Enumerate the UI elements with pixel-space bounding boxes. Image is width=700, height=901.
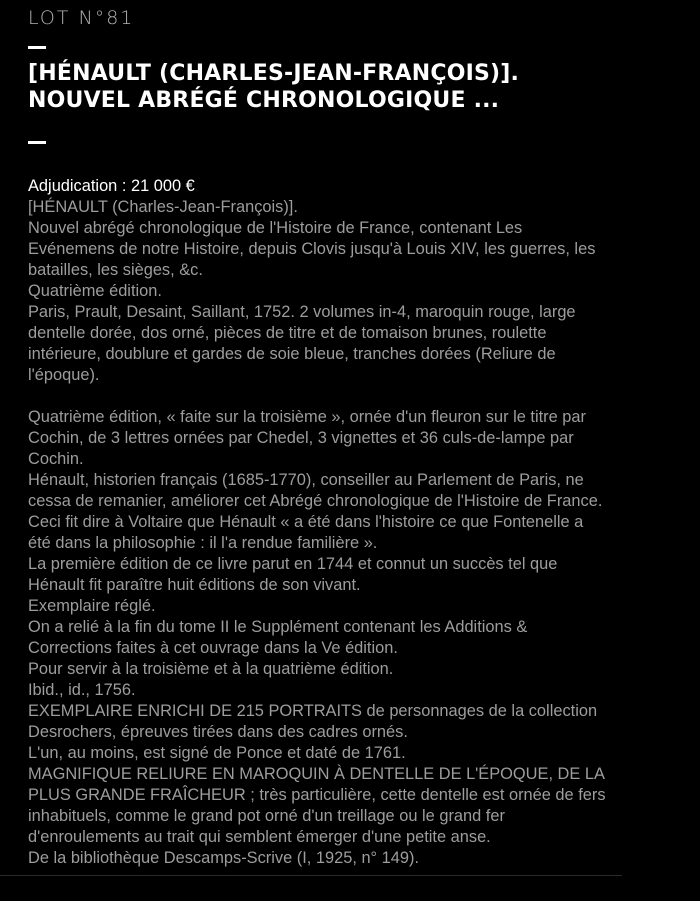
lot-title [28, 60, 678, 114]
description-line: Exemplaire réglé. [28, 597, 156, 615]
description-line: Quatrième édition. [28, 282, 162, 300]
description-line: EXEMPLAIRE ENRICHI DE 215 PORTRAITS de personnages de la collection [28, 702, 598, 720]
description-line: L'un, au moins, est signé de Ponce et daté de 1761. [28, 744, 406, 762]
description-line: Cochin. [28, 450, 84, 468]
title-divider-top [28, 46, 46, 49]
description-line: Paris, Prault, Desaint, Saillant, 1752. 2 volumes in-4, maroquin rouge, large [28, 303, 576, 321]
description-line: cessa de remanier, améliorer cet Abrégé chronologique de l'Histoire de France. [28, 492, 603, 510]
description-line: Hénault fit paraître huit éditions de son vivant. [28, 576, 361, 594]
description-line: Evénemens de notre Histoire, depuis Clovis jusqu'à Louis XIV, les guerres, les [28, 240, 596, 258]
lot-title-line: [HÉNAULT (CHARLES-JEAN-FRANÇOIS)]. [28, 61, 520, 86]
description-line: intérieure, doublure et gardes de soie bleue, tranches dorées (Reliure de [28, 345, 556, 363]
lot-title-line: NOUVEL ABRÉGÉ CHRONOLOGIQUE ... [28, 88, 500, 113]
description-body [28, 197, 688, 869]
description-line: PLUS GRANDE FRAÎCHEUR ; très particulière, cette dentelle est ornée de fers [28, 786, 606, 804]
description-line: Cochin, de 3 lettres ornées par Chedel, 3 vignettes et 36 culs-de-lampe par [28, 429, 574, 447]
bottom-divider [0, 875, 622, 876]
description-line: l'époque). [28, 366, 100, 384]
description-line: Pour servir à la troisième et à la quatrième édition. [28, 660, 394, 678]
description-line: Corrections faites à cet ouvrage dans la Ve édition. [28, 639, 398, 657]
description-line: Hénault, historien français (1685-1770), conseiller au Parlement de Paris, ne [28, 471, 584, 489]
description-line: La première édition de ce livre parut en 1744 et connut un succès tel que [28, 555, 558, 573]
description-line: Ibid., id., 1756. [28, 681, 136, 699]
description-line: été dans la philosophie : il l'a rendue familière ». [28, 534, 378, 552]
description-line: Nouvel abrégé chronologique de l'Histoire de France, contenant Les [28, 219, 523, 237]
description-line: On a relié à la fin du tome II le Supplément contenant les Additions & [28, 618, 528, 636]
description-line: MAGNIFIQUE RELIURE EN MAROQUIN À DENTELLE DE L'ÉPOQUE, DE LA [28, 765, 605, 783]
paragraph-break [28, 386, 688, 407]
description-line: Quatrième édition, « faite sur la troisième », ornée d'un fleuron sur le titre par [28, 408, 586, 426]
description-line: Desrochers, épreuves tirées dans des cadres ornés. [28, 723, 408, 741]
lot-description [28, 176, 688, 869]
adjudication-price: Adjudication : 21 000 € [28, 177, 195, 195]
lot-number: LOT N°81 [28, 7, 135, 29]
description-line: [HÉNAULT (Charles-Jean-François)]. [28, 198, 298, 216]
description-line: inhabituels, comme le grand pot orné d'un treillage ou le grand fer [28, 807, 505, 825]
description-line: dentelle dorée, dos orné, pièces de titre et de tomaison brunes, roulette [28, 324, 547, 342]
description-line: batailles, les sièges, &c. [28, 261, 203, 279]
description-line: d'enroulements au trait qui semblent émerger d'une petite anse. [28, 828, 491, 846]
title-divider-bottom [28, 141, 46, 144]
description-line: De la bibliothèque Descamps-Scrive (I, 1925, n° 149). [28, 849, 420, 867]
description-line: Ceci fit dire à Voltaire que Hénault « a été dans l'histoire ce que Fontenelle a [28, 513, 584, 531]
